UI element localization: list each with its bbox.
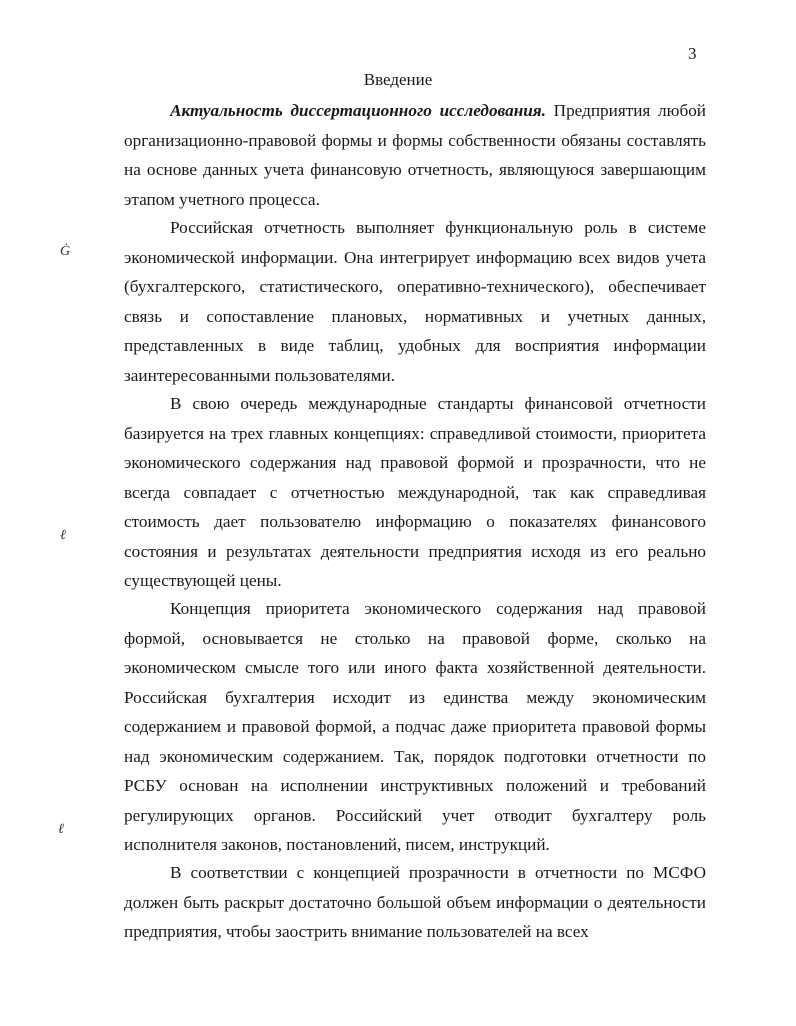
margin-mark: Ġ <box>60 244 71 259</box>
paragraph-text: В свою очередь международные стандарты финансовой отчетности базируется на трех главных концепциях: справедливой стоимости, приоритета экономического содержания над правовой формой и прозрачности, что не всегда совпадает с отчетностью международной, так как справедливая стоимость дает пользователю информацию о показателях финансового состояния и результатах деятельности предприятия исходя из его реально существующей цены. <box>124 394 706 590</box>
paragraph <box>124 213 706 390</box>
margin-mark: ℓ <box>58 822 64 837</box>
paragraph <box>124 594 706 860</box>
margin-mark: ℓ <box>60 528 66 543</box>
paragraph-block <box>124 96 706 214</box>
paragraph-text: Российская отчетность выполняет функциональную роль в системе экономической информации. Она интегрирует информацию всех видов учета (бухгалтерского, статистического, оперативно-технического), обеспечивает связь и сопоставление плановых, нормативных и учетных данных, представленных в виде таблиц, удобных для восприятия информации заинтересованными пользователями. <box>124 218 706 385</box>
page-title: Введение <box>363 70 433 89</box>
paragraph-text: Предприятия любой организационно-правовой формы и формы собственности обязаны составлять на основе данных учета финансовую отчетность, являющуюся завершающим этапом учетного процесса. <box>124 101 706 209</box>
paragraph <box>124 389 706 596</box>
paragraph-lead: Актуальность диссертационного исследования. <box>170 101 546 120</box>
paragraph-text: Концепция приоритета экономического содержания над правовой формой, основывается не столько на правовой форме, сколько на экономическом смысле того или иного факта хозяйственной деятельности. Российская бухгалтерия исходит из единства между экономическим содержанием и правовой формой, а подчас даже приоритета правовой формы над экономическим содержанием. Так, порядок подготовки отчетности по РСБУ основан на исполнении инструктивных положений и требований регулирующих органов. Российский учет отводит бухгалтеру роль исполнителя законов, постановлений, писем, инструкций. <box>124 599 706 854</box>
paragraph <box>124 858 706 947</box>
paragraph-text: В соответствии с концепцией прозрачности в отчетности по МСФО должен быть раскрыт достаточно большой объем информации о деятельности предприятия, чтобы заострить внимание пользователей на всех <box>124 863 706 941</box>
paragraph <box>124 96 706 214</box>
paragraph-block <box>124 594 706 860</box>
paragraph-block <box>124 213 706 390</box>
paragraph-block <box>124 858 706 947</box>
paragraph-block <box>124 389 706 596</box>
page-number: 3 <box>688 44 697 63</box>
